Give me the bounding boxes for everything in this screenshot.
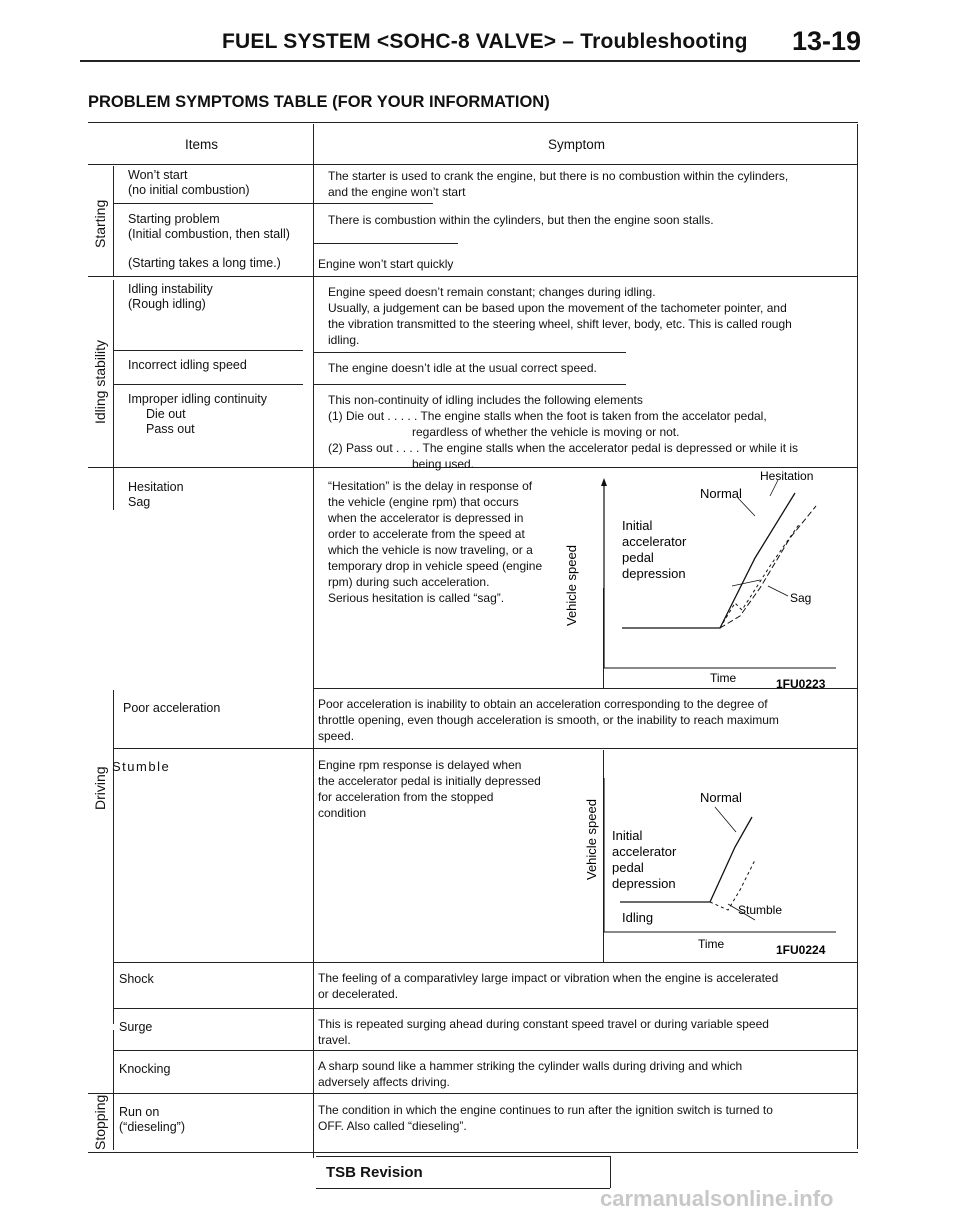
item-starting-long: (Starting takes a long time.): [128, 256, 281, 270]
fig2-stumble: Stumble: [738, 903, 783, 917]
hesitation-figure: [560, 468, 856, 690]
symptom-hesitation: “Hesitation” is the delay in response of the vehicle (engine rpm) that occurs when the accelerator is depressed in order to accelerate from the speed at which the vehicle is now traveling, or a temporary drop in vehicle speed (engine rpm) during such acceleration. Serious hesitation is called “sag”.: [328, 479, 543, 605]
page-number: 13-19: [792, 26, 862, 56]
fig2-normal: Normal: [700, 790, 742, 805]
tsb-revision: TSB Revision: [326, 1164, 423, 1181]
fig1-initial1: Initial: [622, 518, 653, 533]
item-poor-acceleration: Poor acceleration: [123, 701, 221, 715]
category-stopping: Stopping: [92, 1094, 108, 1150]
fig1-initial4: depression: [622, 566, 686, 581]
symptom-incorrect-idling: The engine doesn’t idle at the usual correct speed.: [328, 361, 597, 375]
item-improper-idling: Improper idling continuity Die out Pass out: [128, 392, 267, 436]
symptom-stumble: Engine rpm response is delayed when the accelerator pedal is initially depressed for acceleration from the stopped condition: [318, 758, 541, 820]
symptom-shock: The feeling of a comparativley large impact or vibration when the engine is accelerated or decelerated.: [318, 971, 779, 1001]
item-starting-problem: Starting problem (Initial combustion, then stall): [128, 212, 290, 241]
symptom-improper-idling: This non-continuity of idling includes the following elements (1) Die out . . . . . The engine stalls when the foot is taken from the accelator pedal, regardless of whether the vehicle is moving or not. (2) Pass out . . . . The engine stalls when the accelerator pedal is depressed or while it is being used.: [328, 393, 799, 471]
symptom-knocking: A sharp sound like a hammer striking the cylinder walls during driving and which adversely affects driving.: [318, 1059, 743, 1089]
category-starting: Starting: [92, 199, 108, 248]
column-header-items: Items: [185, 137, 219, 152]
stumble-figure: [560, 772, 856, 964]
table-title: PROBLEM SYMPTOMS TABLE (FOR YOUR INFORMATION): [88, 93, 550, 111]
item-stumble: Stumble: [112, 759, 171, 774]
fig1-code: 1FU0223: [776, 677, 826, 690]
item-surge: Surge: [119, 1020, 153, 1034]
item-wont-start: Won’t start (no initial combustion): [128, 168, 250, 197]
item-incorrect-idling: Incorrect idling speed: [128, 358, 247, 372]
symptom-wont-start: The starter is used to crank the engine, but there is no combustion within the cylinders, and the engine won’t start: [328, 169, 789, 199]
fig2-y-label: Vehicle speed: [584, 799, 599, 880]
category-driving: Driving: [92, 766, 108, 810]
symptom-starting-problem: There is combustion within the cylinders, but then the engine soon stalls.: [328, 213, 714, 227]
category-idling-stability: Idling stability: [92, 339, 108, 424]
symptom-idling-instability: Engine speed doesn’t remain constant; changes during idling. Usually, a judgement can be based upon the movement of the tachometer pointer, and the vibration transmitted to the steering wheel, shift lever, body, etc. This is called rough idling.: [328, 285, 792, 347]
item-knocking: Knocking: [119, 1062, 171, 1076]
symptom-run-on: The condition in which the engine continues to run after the ignition switch is turned to OFF. Also called “dieseling”.: [318, 1103, 773, 1133]
item-shock: Shock: [119, 972, 154, 986]
header-rule: [80, 60, 860, 62]
tsb-box-right: [610, 1156, 611, 1188]
fig2-idling: Idling: [622, 910, 654, 925]
symptom-surge: This is repeated surging ahead during constant speed travel or during variable speed travel.: [318, 1017, 769, 1047]
page-header-title: FUEL SYSTEM <SOHC-8 VALVE> – Troubleshooting: [222, 30, 748, 53]
fig1-sag: Sag: [790, 591, 812, 605]
fig2-x-label: Time: [698, 937, 725, 951]
symptom-poor-acceleration: Poor acceleration is inability to obtain an acceleration corresponding to the degree of throttle opening, even though acceleration is smooth, or the inability to reach maximum speed.: [318, 697, 779, 743]
fig1-hesitation: Hesitation: [760, 469, 814, 483]
fig2-initial2: accelerator: [612, 844, 677, 859]
fig1-initial2: accelerator: [622, 534, 687, 549]
symptom-starting-long: Engine won’t start quickly: [318, 257, 454, 271]
item-hesitation: Hesitation Sag: [128, 480, 184, 509]
fig1-normal: Normal: [700, 486, 742, 501]
column-header-symptom: Symptom: [548, 137, 606, 152]
tsb-box-bottom: [316, 1188, 610, 1189]
fig1-y-label: Vehicle speed: [564, 545, 579, 626]
fig1-initial3: pedal: [622, 550, 654, 565]
watermark: carmanualsonline.info: [600, 1186, 834, 1211]
tsb-box-top: [316, 1156, 610, 1157]
fig2-initial4: depression: [612, 876, 676, 891]
fig2-initial3: pedal: [612, 860, 644, 875]
fig1-x-label: Time: [710, 671, 737, 685]
fig2-code: 1FU0224: [776, 943, 826, 957]
item-idling-instability: Idling instability (Rough idling): [128, 282, 213, 311]
fig2-initial1: Initial: [612, 828, 643, 843]
item-run-on: Run on (“dieseling”): [119, 1105, 185, 1134]
